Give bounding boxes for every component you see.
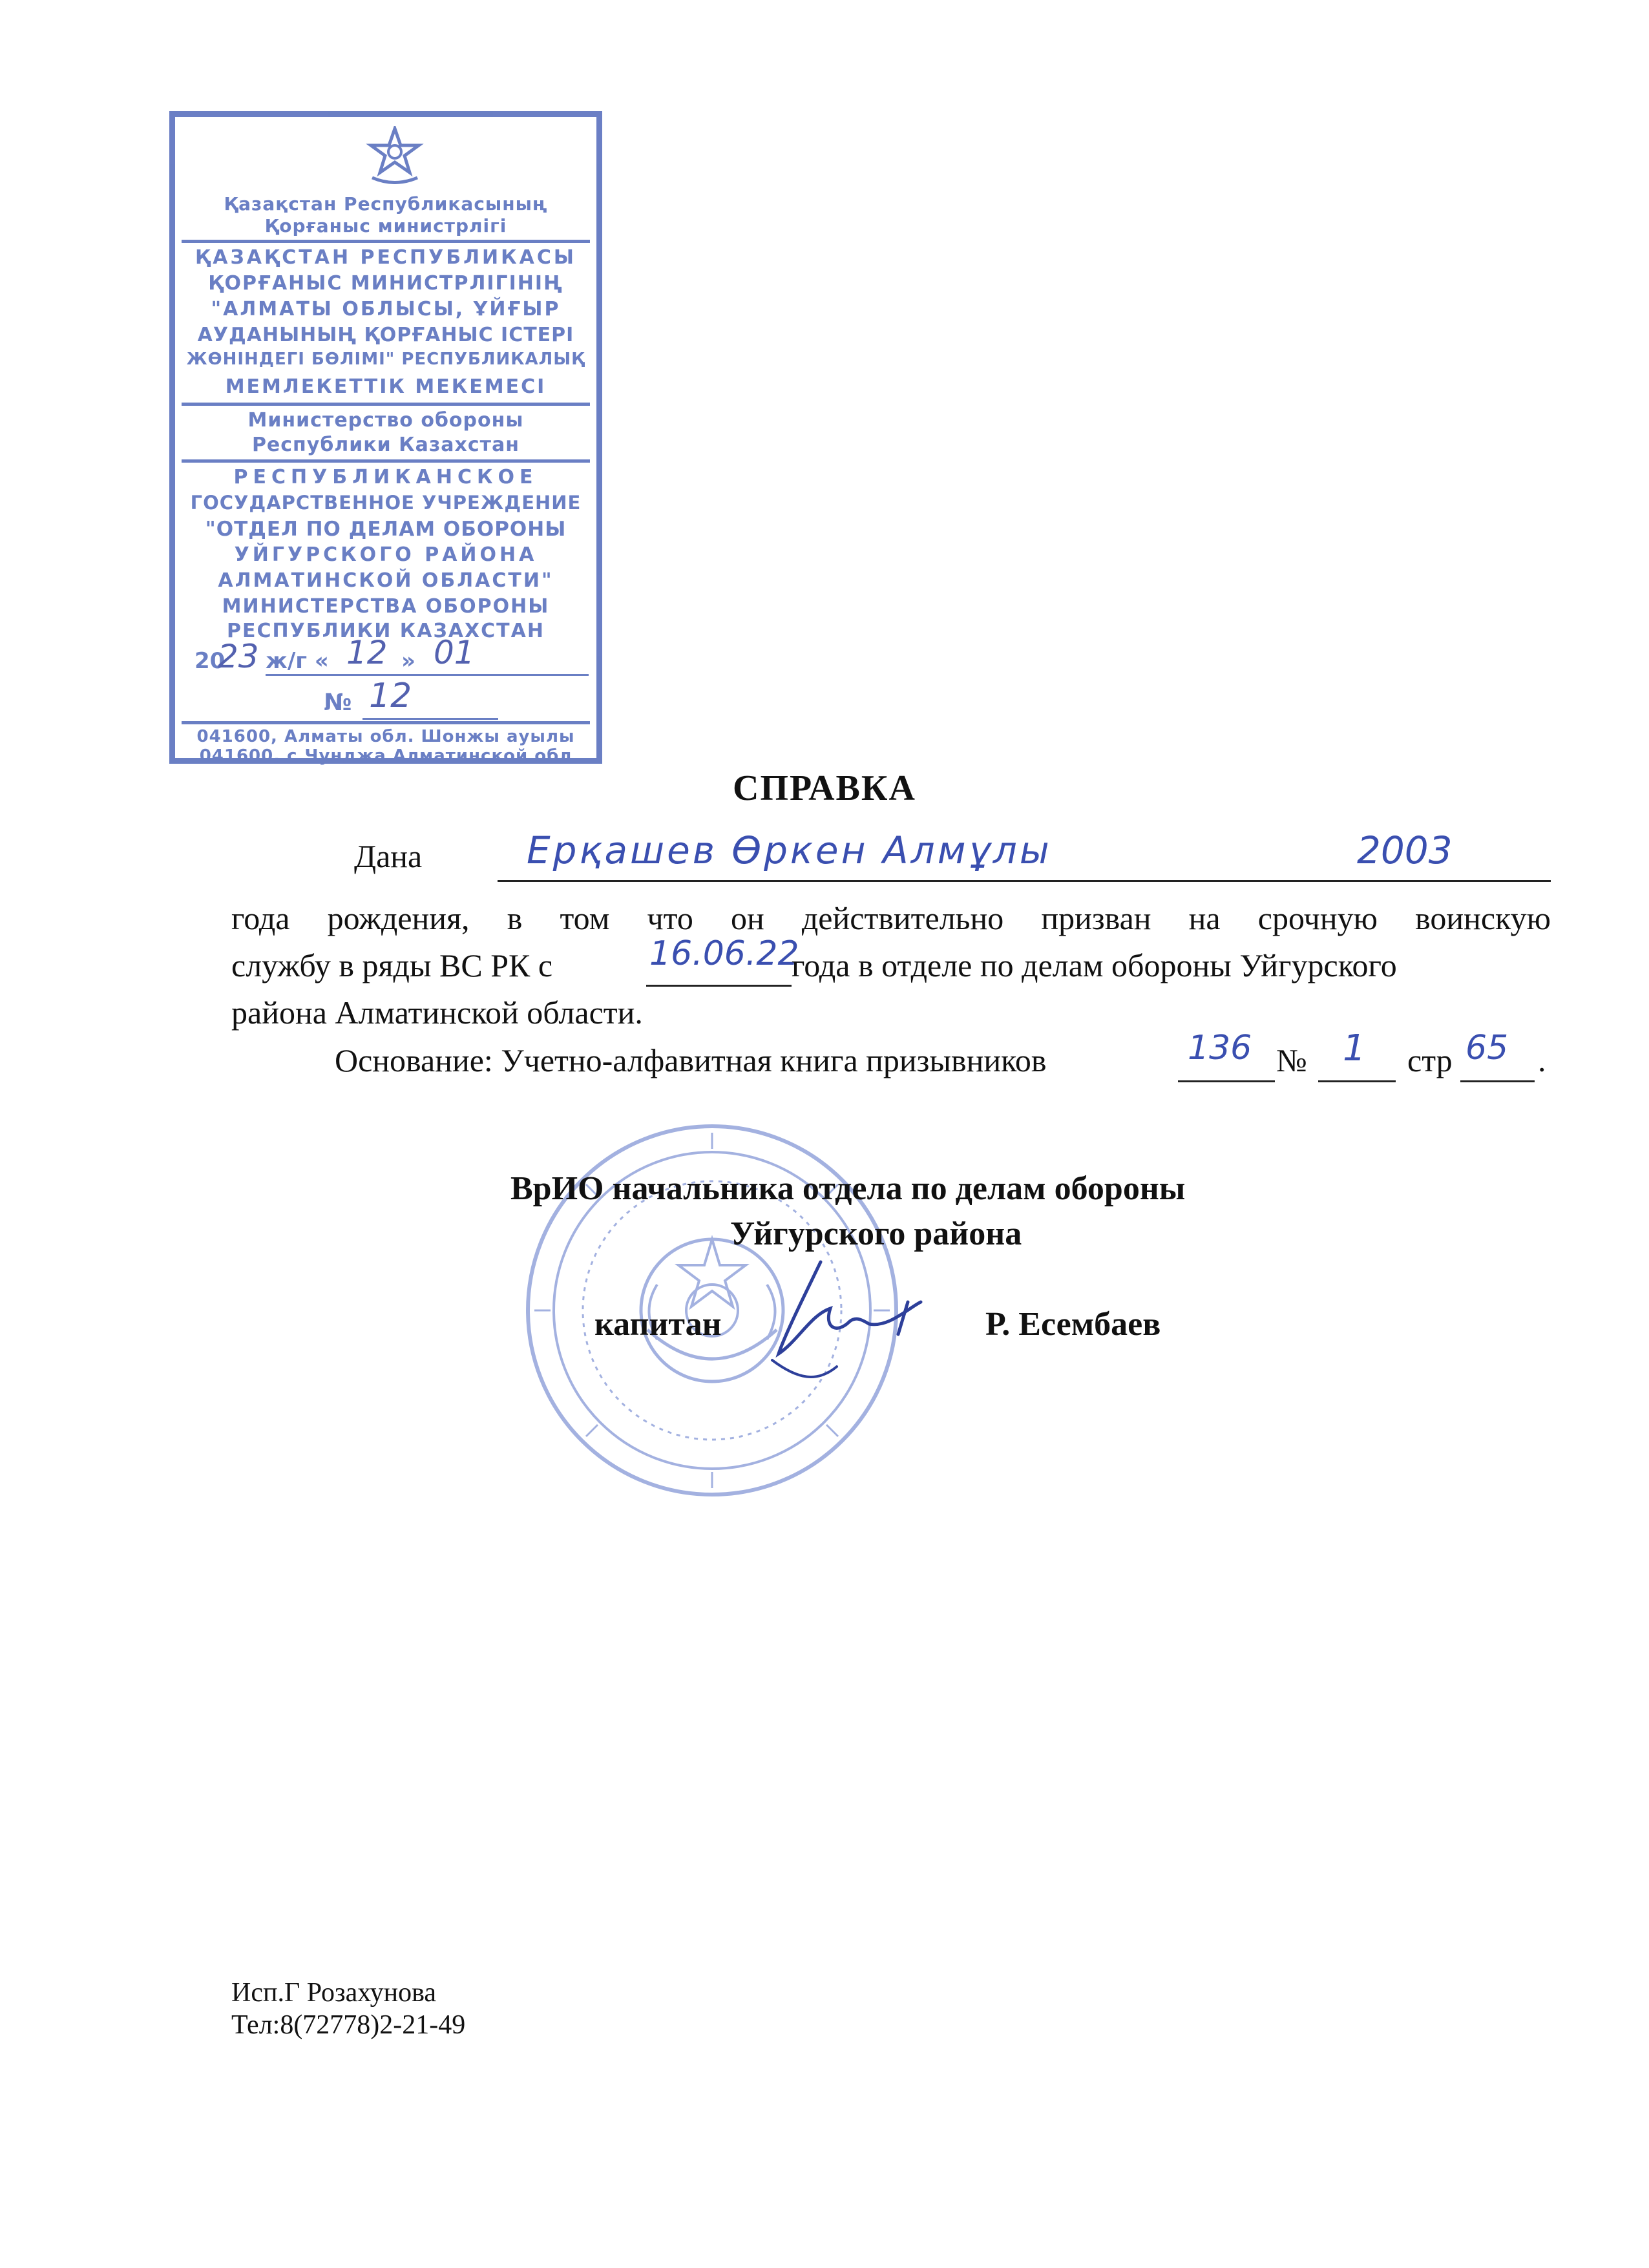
stamp-line: МИНИСТЕРСТВА ОБОРОНЫ [222,595,550,618]
stamp-year-handwritten: 23 [218,638,259,675]
body-line-2: года рождения, в том что он действительно призван на срочную воинскую [231,900,1551,936]
signatory-title-line2: Уйгурского района [730,1215,1022,1252]
stamp-address-ru: 041600, с.Чунджа Алматинской обл [199,746,572,766]
stamp-line: УЙГУРСКОГО РАЙОНА [234,543,538,566]
stamp-date-separator: ж/г « [266,648,329,674]
handwritten-signature-icon [759,1257,927,1386]
name-underline [498,880,1551,882]
stamp-divider [182,459,590,463]
handwritten-num: 1 [1343,1027,1366,1069]
stamp-address-kz: 041600, Алматы обл. Шонжы ауылы [196,727,575,746]
handwritten-name: Ерқашев Өркен Алмұлы [527,828,1052,872]
stamp-number-label: № [324,689,352,716]
stamp-line: Қазақстан Республикасының [224,193,548,215]
stamp-divider [182,240,590,243]
body-line-3-end: года в отделе по делам обороны Уйгурского [792,947,1397,983]
stamp-line: "ОТДЕЛ ПО ДЕЛАМ ОБОРОНЫ [205,518,567,541]
stamp-divider [182,721,590,724]
stamp-line: АЛМАТИНСКОЙ ОБЛАСТИ" [218,569,554,592]
stamp-line: АУДАНЫНЫҢ ҚОРҒАНЫС ІСТЕРІ [197,324,574,346]
stamp-date-prefix: 20 [194,648,226,674]
given-label: Дана [354,838,423,874]
stamp-date [194,634,589,679]
executor-phone: Тел:8(72778)2-21-49 [231,2010,466,2040]
signatory-rank: капитан [594,1306,722,1343]
period: . [1538,1042,1546,1078]
stamp-number-underline [362,718,498,720]
stamp-line: РЕСПУБЛИКАНСКОЕ [233,466,538,488]
stamp-line: Министерство обороны [247,409,524,432]
signatory-name: Р. Есембаев [985,1306,1161,1343]
stamp-line: ГОСУДАРСТВЕННОЕ УЧРЕЖДЕНИЕ [190,492,582,514]
stamp-number [304,677,498,719]
body-line-3-start: службу в ряды ВС РК с [231,947,553,983]
signatory-title-line1: ВрИО начальника отдела по делам обороны [510,1170,1186,1207]
executor-name: Исп.Г Розахунова [231,1978,437,2008]
stamp-date-close: » [401,648,415,674]
stamp-line: Қорғаныс министрлігі [264,215,507,236]
stamp-line: МЕМЛЕКЕТТІК МЕКЕМЕСІ [225,375,547,398]
emblem-icon [359,126,430,184]
stamp-line: ҚАЗАҚСТАН РЕСПУБЛИКАСЫ [195,246,576,269]
handwritten-birth-year: 2003 [1357,828,1453,872]
stamp-line: Республики Казахстан [251,434,520,456]
handwritten-service-date: 16.06.22 [649,934,799,973]
stamp-line: РЕСПУБЛИКИ КАЗАХСТАН [227,620,545,642]
service-date-underline [646,985,792,987]
handwritten-page: 65 [1465,1029,1509,1067]
page-underline [1460,1080,1535,1082]
book-underline [1178,1080,1275,1082]
handwritten-book-number: 136 [1188,1029,1252,1067]
num-underline [1318,1080,1396,1082]
stamp-line: "АЛМАТЫ ОБЛЫСЫ, ҰЙҒЫР [211,298,561,320]
stamp-day-handwritten: 12 [346,634,388,671]
stamp-divider [182,403,590,406]
body-line-4: района Алматинской области. [231,994,643,1031]
stamp-number-handwritten: 12 [369,677,412,715]
stamp-line: ЖӨНІНДЕГІ БӨЛІМІ" РЕСПУБЛИКАЛЫҚ [186,350,585,369]
stamp-month-handwritten: 01 [434,634,475,671]
document-title: СПРАВКА [733,768,916,808]
stamp-line: ҚОРҒАНЫС МИНИСТРЛІГІНІҢ [208,272,563,295]
stamp-date-underline [266,674,589,676]
number-sign: № [1276,1042,1307,1078]
page-label: стр [1407,1042,1453,1078]
registration-stamp [169,111,602,764]
basis-label: Основание: Учетно-алфавитная книга призывников [335,1042,1047,1078]
